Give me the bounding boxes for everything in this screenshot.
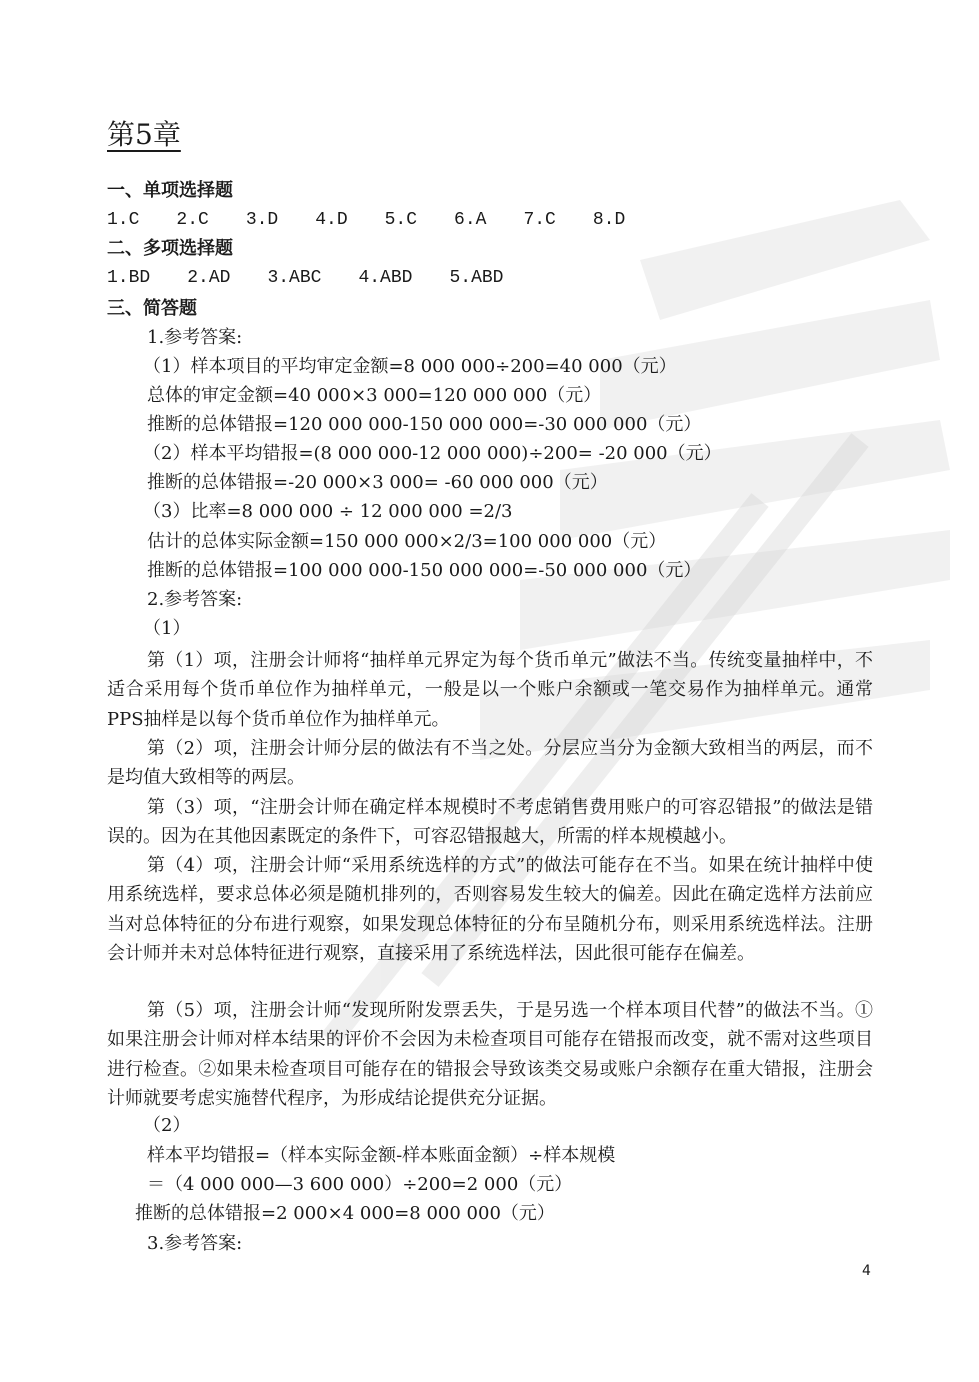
q2-part2-label: （2） xyxy=(143,1115,191,1136)
multiple-choice-answers xyxy=(107,265,503,291)
q2-paragraph: 第（4）项，注册会计师“采用系统选样的方式”的做法可能存在不当。如果在统计抽样中使用系统选样，要求总体必须是随机排列的，否则容易发生较大的偏差。因此在确定选样方法前应当对总体特征的分布进行观察，如果发现总体特征的分布呈随机分布，则采用系统选样法。注册会计师并未对总体特征进行观察，直接采用了系统选样法，因此很可能存在偏差。 xyxy=(107,855,873,964)
answer-item: 3.D xyxy=(245,210,279,230)
single-choice-answers xyxy=(107,207,625,233)
q2-paragraph: 第（2）项，注册会计师分层的做法有不当之处。分层应当分为金额大致相当的两层，而不是均值大致相等的两层。 xyxy=(107,738,873,789)
page-number: 4 xyxy=(862,1263,871,1279)
q1-line: （3）比率=8 000 000 ÷ 12 000 000 =2/3 xyxy=(143,501,513,522)
q3-label: 3.参考答案: xyxy=(147,1233,243,1254)
answer-item: 1.BD xyxy=(107,268,151,288)
section2-heading: 二、多项选择题 xyxy=(107,238,233,259)
section1-heading: 一、单项选择题 xyxy=(107,180,233,201)
answer-item: 3.ABC xyxy=(267,268,322,288)
q1-line: 推断的总体错报=120 000 000-150 000 000=-30 000 000（元） xyxy=(147,414,702,435)
chapter-title: 第5章 xyxy=(107,118,181,151)
q1-line: 总体的审定金额=40 000×3 000=120 000 000（元） xyxy=(147,385,602,406)
q2-paragraph: 第（1）项，注册会计师将“抽样单元界定为每个货币单元”做法不当。传统变量抽样中，不适合采用每个货币单位作为抽样单元，一般是以一个账户余额或一笔交易作为抽样单元。通常PPS抽样是以每个货币单位作为抽样单元。 xyxy=(107,650,873,730)
q2-paragraph: 第（3）项，“注册会计师在确定样本规模时不考虑销售费用账户的可容忍错报”的做法是错误的。因为在其他因素既定的条件下，可容忍错报越大，所需的样本规模越小。 xyxy=(107,797,873,848)
answer-item: 2.AD xyxy=(187,268,231,288)
answer-item: 7.C xyxy=(523,210,556,230)
q1-label: 1.参考答案: xyxy=(147,327,243,348)
answer-item: 5.ABD xyxy=(449,268,504,288)
answer-item: 8.D xyxy=(592,210,626,230)
q2-part1-label: （1） xyxy=(143,618,191,639)
answer-item: 2.C xyxy=(176,210,209,230)
q2-paragraph: 第（5）项，注册会计师“发现所附发票丢失，于是另选一个样本项目代替”的做法不当。①如果注册会计师对样本结果的评价不会因为未检查项目可能存在错报而改变，就不需对这些项目进行检查。②如果未检查项目可能存在的错报会导致该类交易或账户余额存在重大错报，注册会计师就要考虑实施替代程序，为形成结论提供充分证据。 xyxy=(107,1000,873,1109)
answer-item: 4.ABD xyxy=(358,268,413,288)
q1-line: （2）样本平均错报=(8 000 000-12 000 000)÷200= -20 000（元） xyxy=(143,443,722,464)
q2-part2-line: 推断的总体错报=2 000×4 000=8 000 000（元） xyxy=(135,1203,555,1224)
q2-part2-line: ＝（4 000 000—3 600 000）÷200=2 000（元） xyxy=(147,1174,573,1195)
answer-item: 6.A xyxy=(454,210,487,230)
section3-heading: 三、简答题 xyxy=(107,298,197,319)
q2-label: 2.参考答案: xyxy=(147,589,243,610)
q1-line: 估计的总体实际金额=150 000 000×2/3=100 000 000（元） xyxy=(147,531,667,552)
q2-part2-line: 样本平均错报=（样本实际金额-样本账面金额）÷样本规模 xyxy=(147,1145,616,1166)
answer-item: 4.D xyxy=(315,210,348,230)
answer-item: 1.C xyxy=(107,210,140,230)
q1-line: （1）样本项目的平均审定金额=8 000 000÷200=40 000（元） xyxy=(143,356,677,377)
q1-line: 推断的总体错报=-20 000×3 000= -60 000 000（元） xyxy=(147,472,608,493)
q1-line: 推断的总体错报=100 000 000-150 000 000=-50 000 000（元） xyxy=(147,560,702,581)
answer-item: 5.C xyxy=(384,210,418,230)
